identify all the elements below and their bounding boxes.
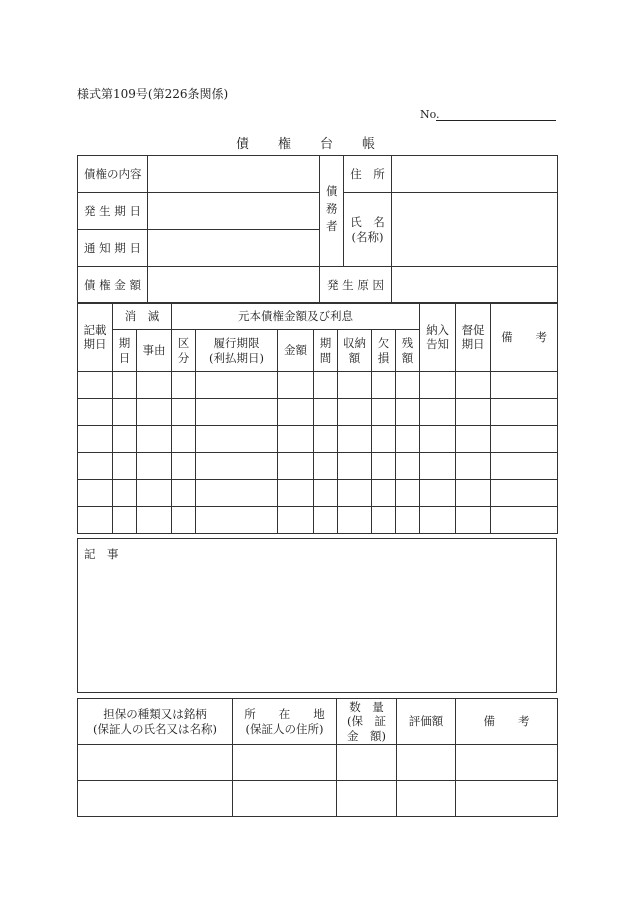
ledger-row-cell[interactable] (137, 426, 172, 453)
ledger-row-cell[interactable] (172, 372, 196, 399)
ledger-row (78, 507, 558, 534)
ledger-row-cell[interactable] (314, 372, 338, 399)
ledger-row-cell[interactable] (396, 399, 420, 426)
collateral-remarks-header: 備 考 (456, 699, 558, 745)
collateral-row-cell[interactable] (78, 781, 233, 817)
ledger-row-cell[interactable] (456, 426, 491, 453)
ledger-row-cell[interactable] (491, 453, 558, 480)
claim-info-table (77, 155, 558, 304)
period-header: 期 間 (314, 330, 338, 372)
ledger-row-cell[interactable] (137, 372, 172, 399)
ledger-row-cell[interactable] (456, 480, 491, 507)
ledger-row-cell[interactable] (372, 507, 396, 534)
ledger-row-cell[interactable] (113, 453, 137, 480)
loss-header: 欠 損 (372, 330, 396, 372)
ledger-row-cell[interactable] (456, 507, 491, 534)
title-char: 債 (236, 137, 250, 152)
claim-amount-field[interactable] (148, 267, 320, 304)
ledger-row-cell[interactable] (456, 372, 491, 399)
location-header: 所 在 地 (保証人の住所) (233, 699, 337, 745)
ledger-row (78, 426, 558, 453)
notes-label: 記 事 (84, 547, 119, 561)
ledger-row-cell[interactable] (196, 453, 278, 480)
ledger-row-cell[interactable] (172, 399, 196, 426)
ledger-row-cell[interactable] (372, 480, 396, 507)
ledger-row-cell[interactable] (314, 507, 338, 534)
ledger-row-cell[interactable] (338, 453, 372, 480)
due-date-header: 履行期限 (利払期日) (196, 330, 278, 372)
claim-content-label: 債権の内容 (78, 156, 148, 193)
ledger-row-cell[interactable] (113, 399, 137, 426)
ledger-row-cell[interactable] (113, 426, 137, 453)
valuation-header: 評価額 (397, 699, 456, 745)
ledger-row-cell[interactable] (314, 480, 338, 507)
record-date-header: 記載 期日 (78, 303, 113, 372)
title-char: 台 (320, 137, 334, 152)
ledger-row-cell[interactable] (78, 399, 113, 426)
collected-header: 収納 額 (338, 330, 372, 372)
payment-notice-header: 納入 告知 (420, 303, 456, 372)
ledger-row-cell[interactable] (396, 480, 420, 507)
collateral-row-cell[interactable] (78, 745, 233, 781)
ledger-row-cell[interactable] (172, 507, 196, 534)
ledger-row-cell[interactable] (113, 507, 137, 534)
ledger-row-cell[interactable] (338, 480, 372, 507)
ledger-row (78, 399, 558, 426)
ledger-row (78, 372, 558, 399)
ledger-row-cell[interactable] (78, 426, 113, 453)
amount-header: 金額 (278, 330, 314, 372)
occurrence-date-field[interactable] (148, 193, 320, 230)
ledger-row-cell[interactable] (420, 507, 456, 534)
ledger-row-cell[interactable] (372, 453, 396, 480)
collateral-row-cell[interactable] (337, 781, 397, 817)
ledger-row-cell[interactable] (278, 426, 314, 453)
ledger-row-cell[interactable] (456, 453, 491, 480)
extinction-header: 消 滅 (113, 303, 172, 330)
ledger-row-cell[interactable] (396, 426, 420, 453)
extinction-reason-header: 事由 (137, 330, 172, 372)
notes-table (77, 538, 557, 693)
reminder-date-header: 督促 期日 (456, 303, 491, 372)
ledger-row-cell[interactable] (314, 453, 338, 480)
ledger-row-cell[interactable] (278, 507, 314, 534)
ledger-row-cell[interactable] (78, 372, 113, 399)
ledger-row-cell[interactable] (196, 480, 278, 507)
collateral-row (78, 781, 558, 817)
ledger-row-cell[interactable] (338, 372, 372, 399)
ledger-row-cell[interactable] (372, 399, 396, 426)
ledger-row-cell[interactable] (278, 399, 314, 426)
ledger-row (78, 480, 558, 507)
title-char: 帳 (362, 137, 376, 152)
collateral-table (77, 698, 558, 817)
extinction-date-header: 期 日 (113, 330, 137, 372)
ledger-row-cell[interactable] (338, 399, 372, 426)
ledger-row-cell[interactable] (278, 372, 314, 399)
ledger-row-cell[interactable] (196, 426, 278, 453)
collateral-row-cell[interactable] (233, 745, 337, 781)
ledger-row-cell[interactable] (491, 480, 558, 507)
ledger-row-cell[interactable] (338, 426, 372, 453)
ledger-row-cell[interactable] (196, 372, 278, 399)
ledger-row-cell[interactable] (420, 453, 456, 480)
ledger-row-cell[interactable] (78, 480, 113, 507)
ledger-row-cell[interactable] (137, 480, 172, 507)
address-label: 住 所 (344, 156, 392, 193)
ledger-row-cell[interactable] (278, 480, 314, 507)
category-header: 区 分 (172, 330, 196, 372)
ledger-row-cell[interactable] (456, 399, 491, 426)
ledger-row-cell[interactable] (113, 372, 137, 399)
ledger-row (78, 453, 558, 480)
notes-area[interactable] (78, 539, 557, 693)
balance-header: 残 額 (396, 330, 420, 372)
page-title (236, 133, 404, 152)
ledger-row-cell[interactable] (491, 426, 558, 453)
ledger-row-cell[interactable] (396, 372, 420, 399)
collateral-row-cell[interactable] (456, 745, 558, 781)
collateral-type-header: 担保の種類又は銘柄 (保証人の氏名又は名称) (78, 699, 233, 745)
ledger-row-cell[interactable] (137, 453, 172, 480)
ledger-row-cell[interactable] (338, 507, 372, 534)
ledger-row-cell[interactable] (420, 372, 456, 399)
ledger-row-cell[interactable] (172, 426, 196, 453)
collateral-row-cell[interactable] (456, 781, 558, 817)
title-char: 権 (278, 137, 292, 152)
name-field[interactable] (392, 193, 558, 267)
ledger-row-cell[interactable] (420, 426, 456, 453)
collateral-row-cell[interactable] (397, 745, 456, 781)
collateral-row-cell[interactable] (397, 781, 456, 817)
ledger-row-cell[interactable] (196, 507, 278, 534)
ledger-row-cell[interactable] (420, 399, 456, 426)
claim-amount-label: 債 権 金 額 (78, 267, 148, 304)
occurrence-date-label: 発 生 期 日 (78, 193, 148, 230)
ledger-row-cell[interactable] (172, 480, 196, 507)
ledger-row-cell[interactable] (314, 399, 338, 426)
ledger-row-cell[interactable] (372, 372, 396, 399)
collateral-row-cell[interactable] (337, 745, 397, 781)
form-number: 様式第109号(第226条関係) (77, 87, 229, 101)
ledger-row-cell[interactable] (172, 453, 196, 480)
ledger-row-cell[interactable] (491, 507, 558, 534)
document-number-label: No. (420, 108, 440, 121)
claim-content-field[interactable] (148, 156, 320, 193)
collateral-row-cell[interactable] (233, 781, 337, 817)
occurrence-cause-label: 発 生 原 因 (320, 267, 392, 304)
occurrence-cause-field[interactable] (392, 267, 558, 304)
ledger-row-cell[interactable] (491, 399, 558, 426)
notice-date-field[interactable] (148, 230, 320, 267)
ledger-row-cell[interactable] (372, 426, 396, 453)
ledger-row-cell[interactable] (278, 453, 314, 480)
ledger-row-cell[interactable] (396, 507, 420, 534)
ledger-row-cell[interactable] (196, 399, 278, 426)
debtor-label: 債務者 (320, 156, 344, 267)
notice-date-label: 通 知 期 日 (78, 230, 148, 267)
ledger-row-cell[interactable] (491, 372, 558, 399)
ledger-row-cell[interactable] (137, 399, 172, 426)
ledger-table (77, 302, 558, 534)
address-field[interactable] (392, 156, 558, 193)
name-label: 氏 名 (名称) (344, 193, 392, 267)
ledger-row-cell[interactable] (78, 507, 113, 534)
ledger-row-cell[interactable] (78, 453, 113, 480)
ledger-row-cell[interactable] (137, 507, 172, 534)
ledger-row-cell[interactable] (314, 426, 338, 453)
document-number-field[interactable] (436, 120, 556, 121)
principal-interest-header: 元本債権金額及び利息 (172, 303, 420, 330)
quantity-header: 数 量 (保 証 金 額) (337, 699, 397, 745)
collateral-row (78, 745, 558, 781)
remarks-header: 備 考 (491, 303, 558, 372)
ledger-row-cell[interactable] (396, 453, 420, 480)
ledger-row-cell[interactable] (113, 480, 137, 507)
ledger-row-cell[interactable] (420, 480, 456, 507)
